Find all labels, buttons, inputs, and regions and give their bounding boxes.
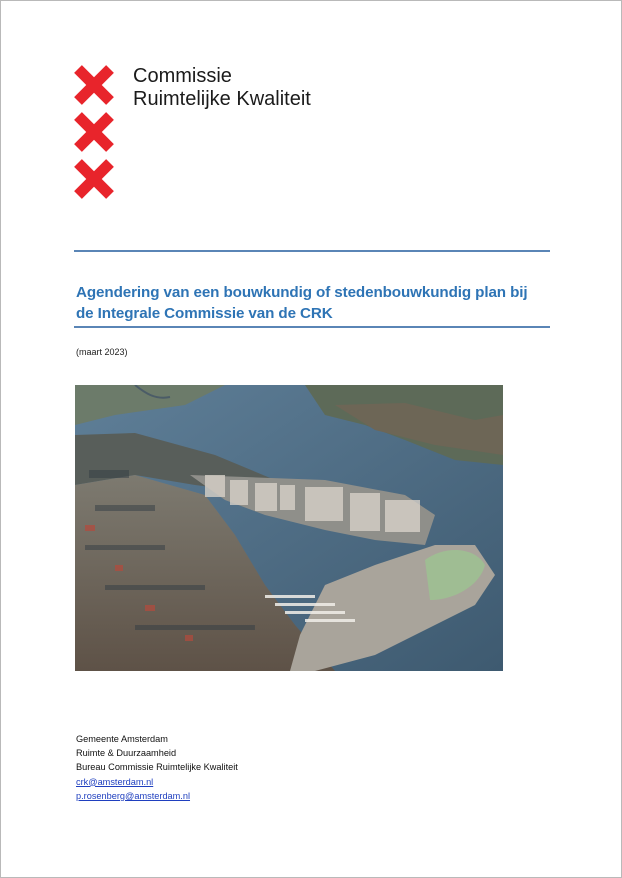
logo-line-2: Ruimtelijke Kwaliteit — [133, 88, 311, 110]
title-underline — [74, 326, 550, 328]
logo-line-1: Commissie — [133, 65, 232, 87]
contact-bureau: Bureau Commissie Ruimtelijke Kwaliteit — [76, 762, 238, 773]
andreas-cross-icon — [74, 112, 114, 152]
top-rule — [74, 250, 550, 252]
contact-organization: Gemeente Amsterdam — [76, 734, 168, 744]
title-line-2: de Integrale Commissie van de CRK — [76, 305, 333, 322]
title-line-1: Agendering van een bouwkundig of stedenbouwkundig plan bij — [76, 284, 528, 301]
andreas-cross-icon — [74, 159, 114, 199]
email-link-rosenberg[interactable]: p.rosenberg@amsterdam.nl — [76, 790, 191, 801]
aerial-photo-amsterdam — [75, 385, 503, 671]
document-title — [76, 282, 552, 324]
andreas-cross-icon — [74, 65, 114, 105]
document-date: (maart 2023) — [76, 347, 128, 357]
email-link-crk[interactable]: crk@amsterdam.nl — [76, 776, 154, 787]
contact-department: Ruimte & Duurzaamheid — [76, 748, 177, 759]
logo-wordmark — [133, 65, 433, 111]
contact-block — [76, 732, 238, 803]
